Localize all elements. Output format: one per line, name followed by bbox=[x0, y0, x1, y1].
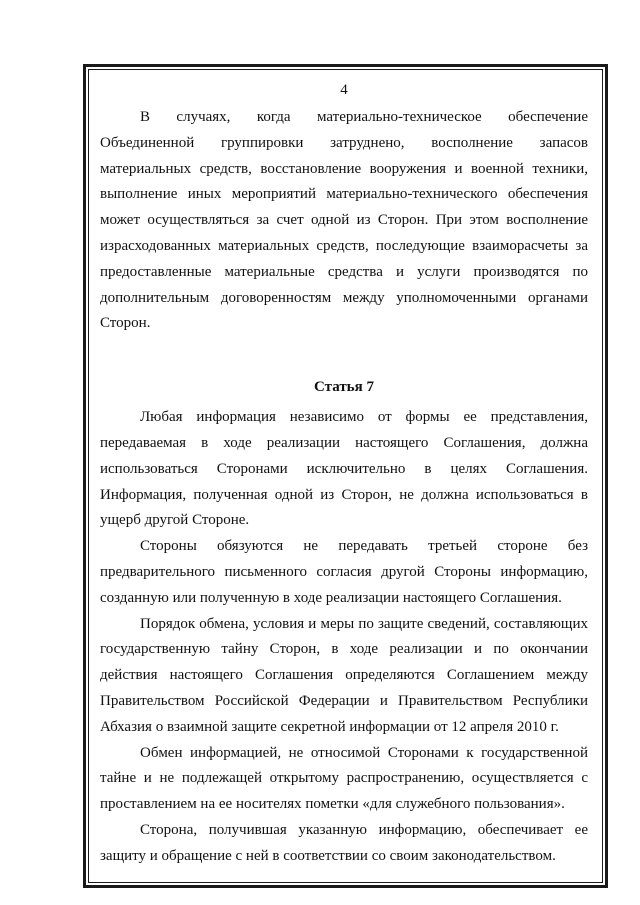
article-paragraph-3: Порядок обмена, условия и меры по защите сведений, составляющих государственную тайну Сторон, в ходе реализации и по окончании действия настоящего Соглашения определяются Соглашением между Правительством Российской Федерации и Правительством Республики Абхазия о взаимной защите секретной информации от 12 апреля 2010 г. bbox=[100, 615, 588, 735]
article-paragraph-2: Стороны обязуются не передавать третьей стороне без предварительного письменного согласия другой Стороны информацию, созданную или полученную в ходе реализации настоящего Соглашения. bbox=[100, 538, 588, 606]
article-paragraph-4: Обмен информацией, не относимой Сторонами к государственной тайне и не подлежащей открытому распространению, осуществляется с проставлением на ее носителях пометки «для служебного пользования». bbox=[100, 744, 588, 813]
article-heading: Статья 7 bbox=[314, 379, 374, 396]
document-body bbox=[100, 80, 588, 870]
page-number: 4 bbox=[340, 82, 348, 98]
article-paragraph-1: Любая информация независимо от формы ее представления, передаваемая в ходе реализации настоящего Соглашения, должна использоваться Сторонами исключительно в целях Соглашения. Информация, полученная одной из Сторон, не должна использоваться в ущерб другой Стороне. bbox=[100, 409, 588, 529]
intro-paragraph: В случаях, когда материально-техническое обеспечение Объединенной группировки затруднено, восполнение запасов материальных средств, восстановление вооружения и военной техники, выполнение иных мероприятий материально-технического обеспечения может осуществляться за счет одной из Сторон. При этом восполнение израсходованных материальных средств, последующие взаиморасчеты за предоставленные материальные средства и услуги производятся по дополнительным договоренностям между уполномоченными органами Сторон. bbox=[100, 109, 588, 332]
article-paragraph-5: Сторона, получившая указанную информацию, обеспечивает ее защиту и обращение с ней в соответствии со своим законодательством. bbox=[100, 821, 588, 864]
